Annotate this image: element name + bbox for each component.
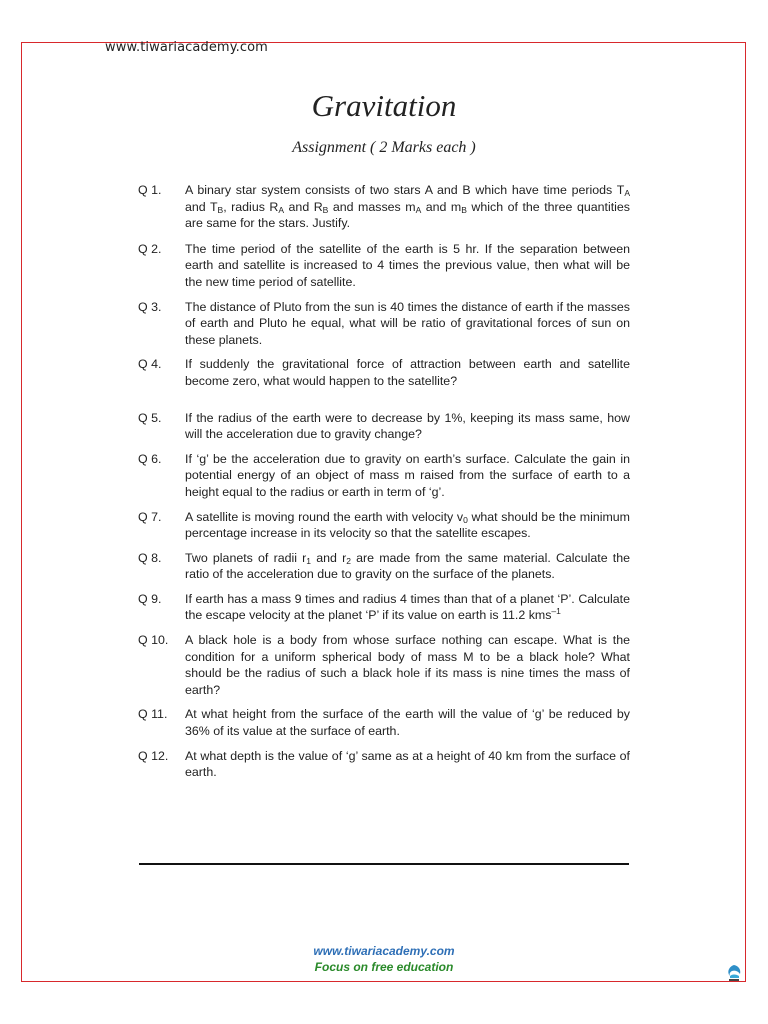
question-text: A satellite is moving round the earth with velocity $v_0$ what should be the minimum percentage increase in its velocity so that the satellite escapes. <box>185 509 630 541</box>
question-number: Q 10. <box>138 633 169 648</box>
question-item <box>138 706 630 739</box>
question-number: Q 11. <box>138 707 168 722</box>
question-text: If earth has a mass 9 times and radius 4 times than that of a planet ‘P’. Calculate the escape velocity at the planet ‘P’ if its value on earth is 11.2 kms$^{-1}$ <box>185 591 630 623</box>
question-text: At what height from the surface of the earth will the value of ‘g’ be reduced by 36% of its value at the surface of earth. <box>185 707 630 739</box>
question-list <box>138 182 630 789</box>
question-text: Two planets of radii $r_1$ and $r_2$ are made from the same material. Calculate the ratio of the acceleration due to gravity on the surface of the planets. <box>185 550 631 582</box>
question-item <box>138 182 630 232</box>
question-item <box>138 550 630 583</box>
horizontal-rule <box>139 863 629 865</box>
footer-site-url[interactable]: www.tiwariacademy.com <box>313 944 455 958</box>
page-subtitle: Assignment ( 2 Marks each ) <box>292 139 476 156</box>
page-title: Gravitation <box>311 88 457 123</box>
question-item <box>138 748 630 781</box>
question-number: Q 4. <box>138 357 162 372</box>
question-text: If ‘g’ be the acceleration due to gravity on earth’s surface. Calculate the gain in potential energy of an object of mass m raised from the surface of earth to a height equal to the radius or earth in term of ‘g’. <box>185 451 630 499</box>
question-number: Q 12. <box>138 748 169 763</box>
question-item <box>138 509 630 542</box>
question-number: Q 8. <box>138 550 162 565</box>
question-item <box>138 410 630 443</box>
question-number: Q 7. <box>138 509 162 524</box>
footer-tagline: Focus on free education <box>314 960 454 974</box>
question-number: Q 3. <box>138 299 162 314</box>
question-text: At what depth is the value of ‘g’ same as at a height of 40 km from the surface of earth. <box>185 748 630 780</box>
question-item <box>138 241 630 291</box>
question-text: If suddenly the gravitational force of attraction between earth and satellite become zero, what would happen to the satellite? <box>185 357 630 388</box>
question-number: Q 6. <box>138 451 162 466</box>
question-item <box>138 591 630 624</box>
question-number: Q 5. <box>138 410 162 425</box>
question-number: Q 1. <box>138 183 162 197</box>
tiwari-academy-logo-icon <box>726 964 742 982</box>
question-item <box>138 451 630 501</box>
question-item <box>138 356 630 389</box>
question-number: Q 2. <box>138 241 162 256</box>
question-number: Q 9. <box>138 591 162 606</box>
header-site-url[interactable]: www.tiwariacademy.com <box>105 40 268 55</box>
question-text: If the radius of the earth were to decrease by 1%, keeping its mass same, how will the acceleration due to gravity change? <box>185 410 630 442</box>
question-text: A binary star system consists of two stars A and B which have time periods $T_A$ and $T_B$, radius $R_A$ and $R_B$ and masses $m_A$ and $m_B$ which of the three quantities are same for the stars. Justify. <box>185 183 630 231</box>
question-text: A black hole is a body from whose surface nothing can escape. What is the condition for a uniform spherical body of mass M to be a black hole? What should be the radius of such a black hole if its mass is nine times the mass of earth? <box>185 633 630 697</box>
question-text: The time period of the satellite of the earth is 5 hr. If the separation between earth and satellite is increased to 4 times the previous value, then what will be the new time period of satellite. <box>185 241 630 289</box>
question-text: The distance of Pluto from the sun is 40 times the distance of earth if the masses of earth and Pluto he equal, what will be ratio of gravitational forces of sun on these planets. <box>185 299 630 347</box>
question-item <box>138 632 630 698</box>
question-item <box>138 299 630 349</box>
